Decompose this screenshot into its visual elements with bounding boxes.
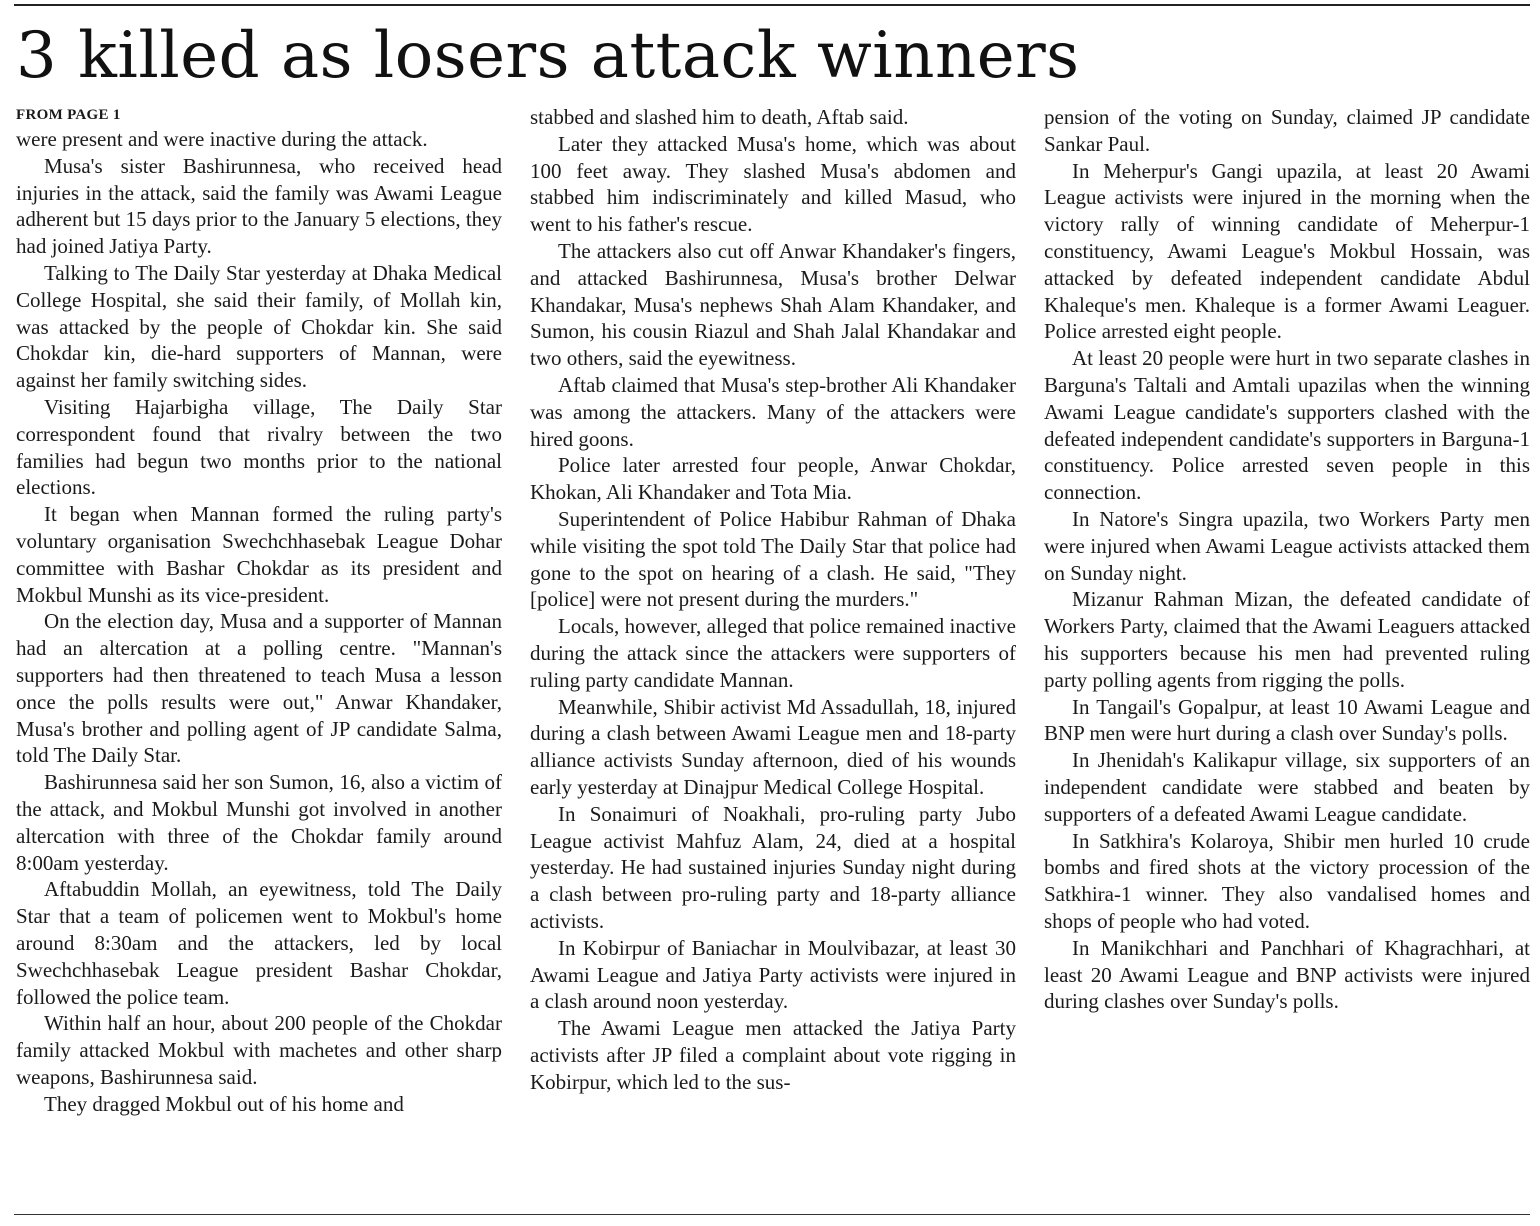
paragraph: pension of the voting on Sunday, claimed JP candidate Sankar Paul.	[1044, 105, 1530, 156]
paragraph: stabbed and slashed him to death, Aftab said.	[530, 105, 909, 129]
paragraph: Police later arrested four people, Anwar Chokdar, Khokan, Ali Khandaker and Tota Mia.	[530, 453, 1016, 505]
top-rule	[14, 4, 1530, 6]
paragraph: Mizanur Rahman Mizan, the defeated candidate of Workers Party, claimed that the Awami Leaguers attacked his supporters because his men had prevented ruling party polling agents from rigging the polls.	[1044, 587, 1530, 692]
paragraph: They dragged Mokbul out of his home and	[44, 1091, 404, 1116]
paragraph: Within half an hour, about 200 people of the Chokdar family attacked Mokbul with machetes and other sharp weapons, Bashirunnesa said.	[16, 1011, 502, 1089]
paragraph: In Kobirpur of Baniachar in Moulvibazar, at least 30 Awami League and Jatiya Party activists were injured in a clash around noon yesterday.	[530, 935, 1016, 1014]
paragraph: On the election day, Musa and a supporter of Mannan had an altercation at a polling centre. "Mannan's supporters had then threatened to teach Musa a lesson once the polls results were out," Anwar Khandaker, Musa's brother and polling agent of JP candidate Salma, told The Daily Star.	[16, 609, 502, 768]
bottom-rule	[14, 1214, 1530, 1215]
paragraph: At least 20 people were hurt in two separate clashes in Barguna's Taltali and Amtali upazilas when the winning Awami League candidate's supporters clashed with the defeated independent candidate's supporters in Barguna-1 constituency. Police arrested seven people in this connection.	[1044, 346, 1530, 505]
paragraph: Locals, however, alleged that police remained inactive during the attack since the attackers were supporters of ruling party candidate Mannan.	[530, 614, 1016, 692]
paragraph: The attackers also cut off Anwar Khandaker's fingers, and attacked Bashirunnesa, Musa's brother Delwar Khandakar, Musa's nephews Shah Alam Khandaker, and Sumon, his cousin Riazul and Shah Jalal Khandakar and two others, said the eyewitness.	[530, 238, 1016, 371]
paragraph: In Tangail's Gopalpur, at least 10 Awami League and BNP men were hurt during a clash over Sunday's polls.	[1044, 694, 1530, 746]
paragraph: Musa's sister Bashirunnesa, who received head injuries in the attack, said the family was Awami League adherent but 15 days prior to the January 5 elections, they had joined Jatiya Party.	[16, 153, 502, 259]
column-2	[530, 104, 1016, 1204]
paragraph: Meanwhile, Shibir activist Md Assadullah, 18, injured during a clash between Awami League men and 18-party alliance activists Sunday afternoon, died of his wounds early yesterday at Dinajpur Medical College Hospital.	[530, 694, 1016, 799]
paragraph: Superintendent of Police Habibur Rahman of Dhaka while visiting the spot told The Daily Star that police had gone to the spot on hearing of a clash. He said, "They [police] were not present during the murders."	[530, 506, 1016, 612]
column-3	[1044, 104, 1530, 1204]
kicker-from-page: FROM PAGE 1	[16, 107, 121, 123]
paragraph: Talking to The Daily Star yesterday at Dhaka Medical College Hospital, she said their family, of Mollah kin, was attacked by the people of Chokdar kin. She said Chokdar kin, die-hard supporters of Mannan, were against her family switching sides.	[16, 260, 502, 393]
article-body	[16, 104, 1530, 1204]
paragraph: The Awami League men attacked the Jatiya Party activists after JP filed a complaint about vote rigging in Kobirpur, which led to the sus-	[530, 1016, 1016, 1094]
paragraph: In Manikchhari and Panchhari of Khagrachhari, at least 20 Awami League and BNP activists were injured during clashes over Sunday's polls.	[1044, 935, 1530, 1014]
paragraph: It began when Mannan formed the ruling party's voluntary organisation Swechchhasebak League Dohar committee with Bashar Chokdar as its president and Mokbul Munshi as its vice-president.	[16, 502, 502, 607]
paragraph: In Satkhira's Kolaroya, Shibir men hurled 10 crude bombs and fired shots at the victory procession of the Satkhira-1 winner. They also vandalised homes and shops of people who had voted.	[1044, 828, 1530, 933]
paragraph: Bashirunnesa said her son Sumon, 16, also a victim of the attack, and Mokbul Munshi got involved in another altercation with three of the Chokdar family around 8:00am yesterday.	[16, 770, 502, 875]
paragraph: In Jhenidah's Kalikapur village, six supporters of an independent candidate were stabbed and beaten by supporters of a defeated Awami League candidate.	[1044, 748, 1530, 826]
paragraph: Later they attacked Musa's home, which was about 100 feet away. They slashed Musa's abdomen and stabbed him indiscriminately and killed Masud, who went to his father's rescue.	[530, 131, 1016, 237]
paragraph: Aftab claimed that Musa's step-brother Ali Khandaker was among the attackers. Many of the attackers were hired goons.	[530, 372, 1016, 451]
column-1	[16, 104, 502, 1204]
paragraph: Visiting Hajarbigha village, The Daily Star correspondent found that rivalry between the two families had begun two months prior to the national elections.	[16, 394, 502, 500]
headline: 3 killed as losers attack winners	[16, 19, 1080, 93]
paragraph: were present and were inactive during the attack.	[16, 127, 428, 151]
paragraph: In Natore's Singra upazila, two Workers Party men were injured when Awami League activists attacked them on Sunday night.	[1044, 506, 1530, 585]
paragraph: In Meherpur's Gangi upazila, at least 20 Awami League activists were injured in the morning when the victory rally of winning candidate of Meherpur-1 constituency, Awami League's Mokbul Hossain, was attacked by defeated independent candidate Abdul Khaleque's men. Khaleque is a former Awami Leaguer. Police arrested eight people.	[1044, 158, 1530, 344]
paragraph: Aftabuddin Mollah, an eyewitness, told The Daily Star that a team of policemen went to Mokbul's home around 8:30am and the attackers, led by local Swechchhasebak League president Bashar Chokdar, followed the police team.	[16, 877, 502, 1009]
paragraph: In Sonaimuri of Noakhali, pro-ruling party Jubo League activist Mahfuz Alam, 24, died at a hospital yesterday. He had sustained injuries Sunday night during a clash between pro-ruling party and 18-party alliance activists.	[530, 801, 1016, 933]
